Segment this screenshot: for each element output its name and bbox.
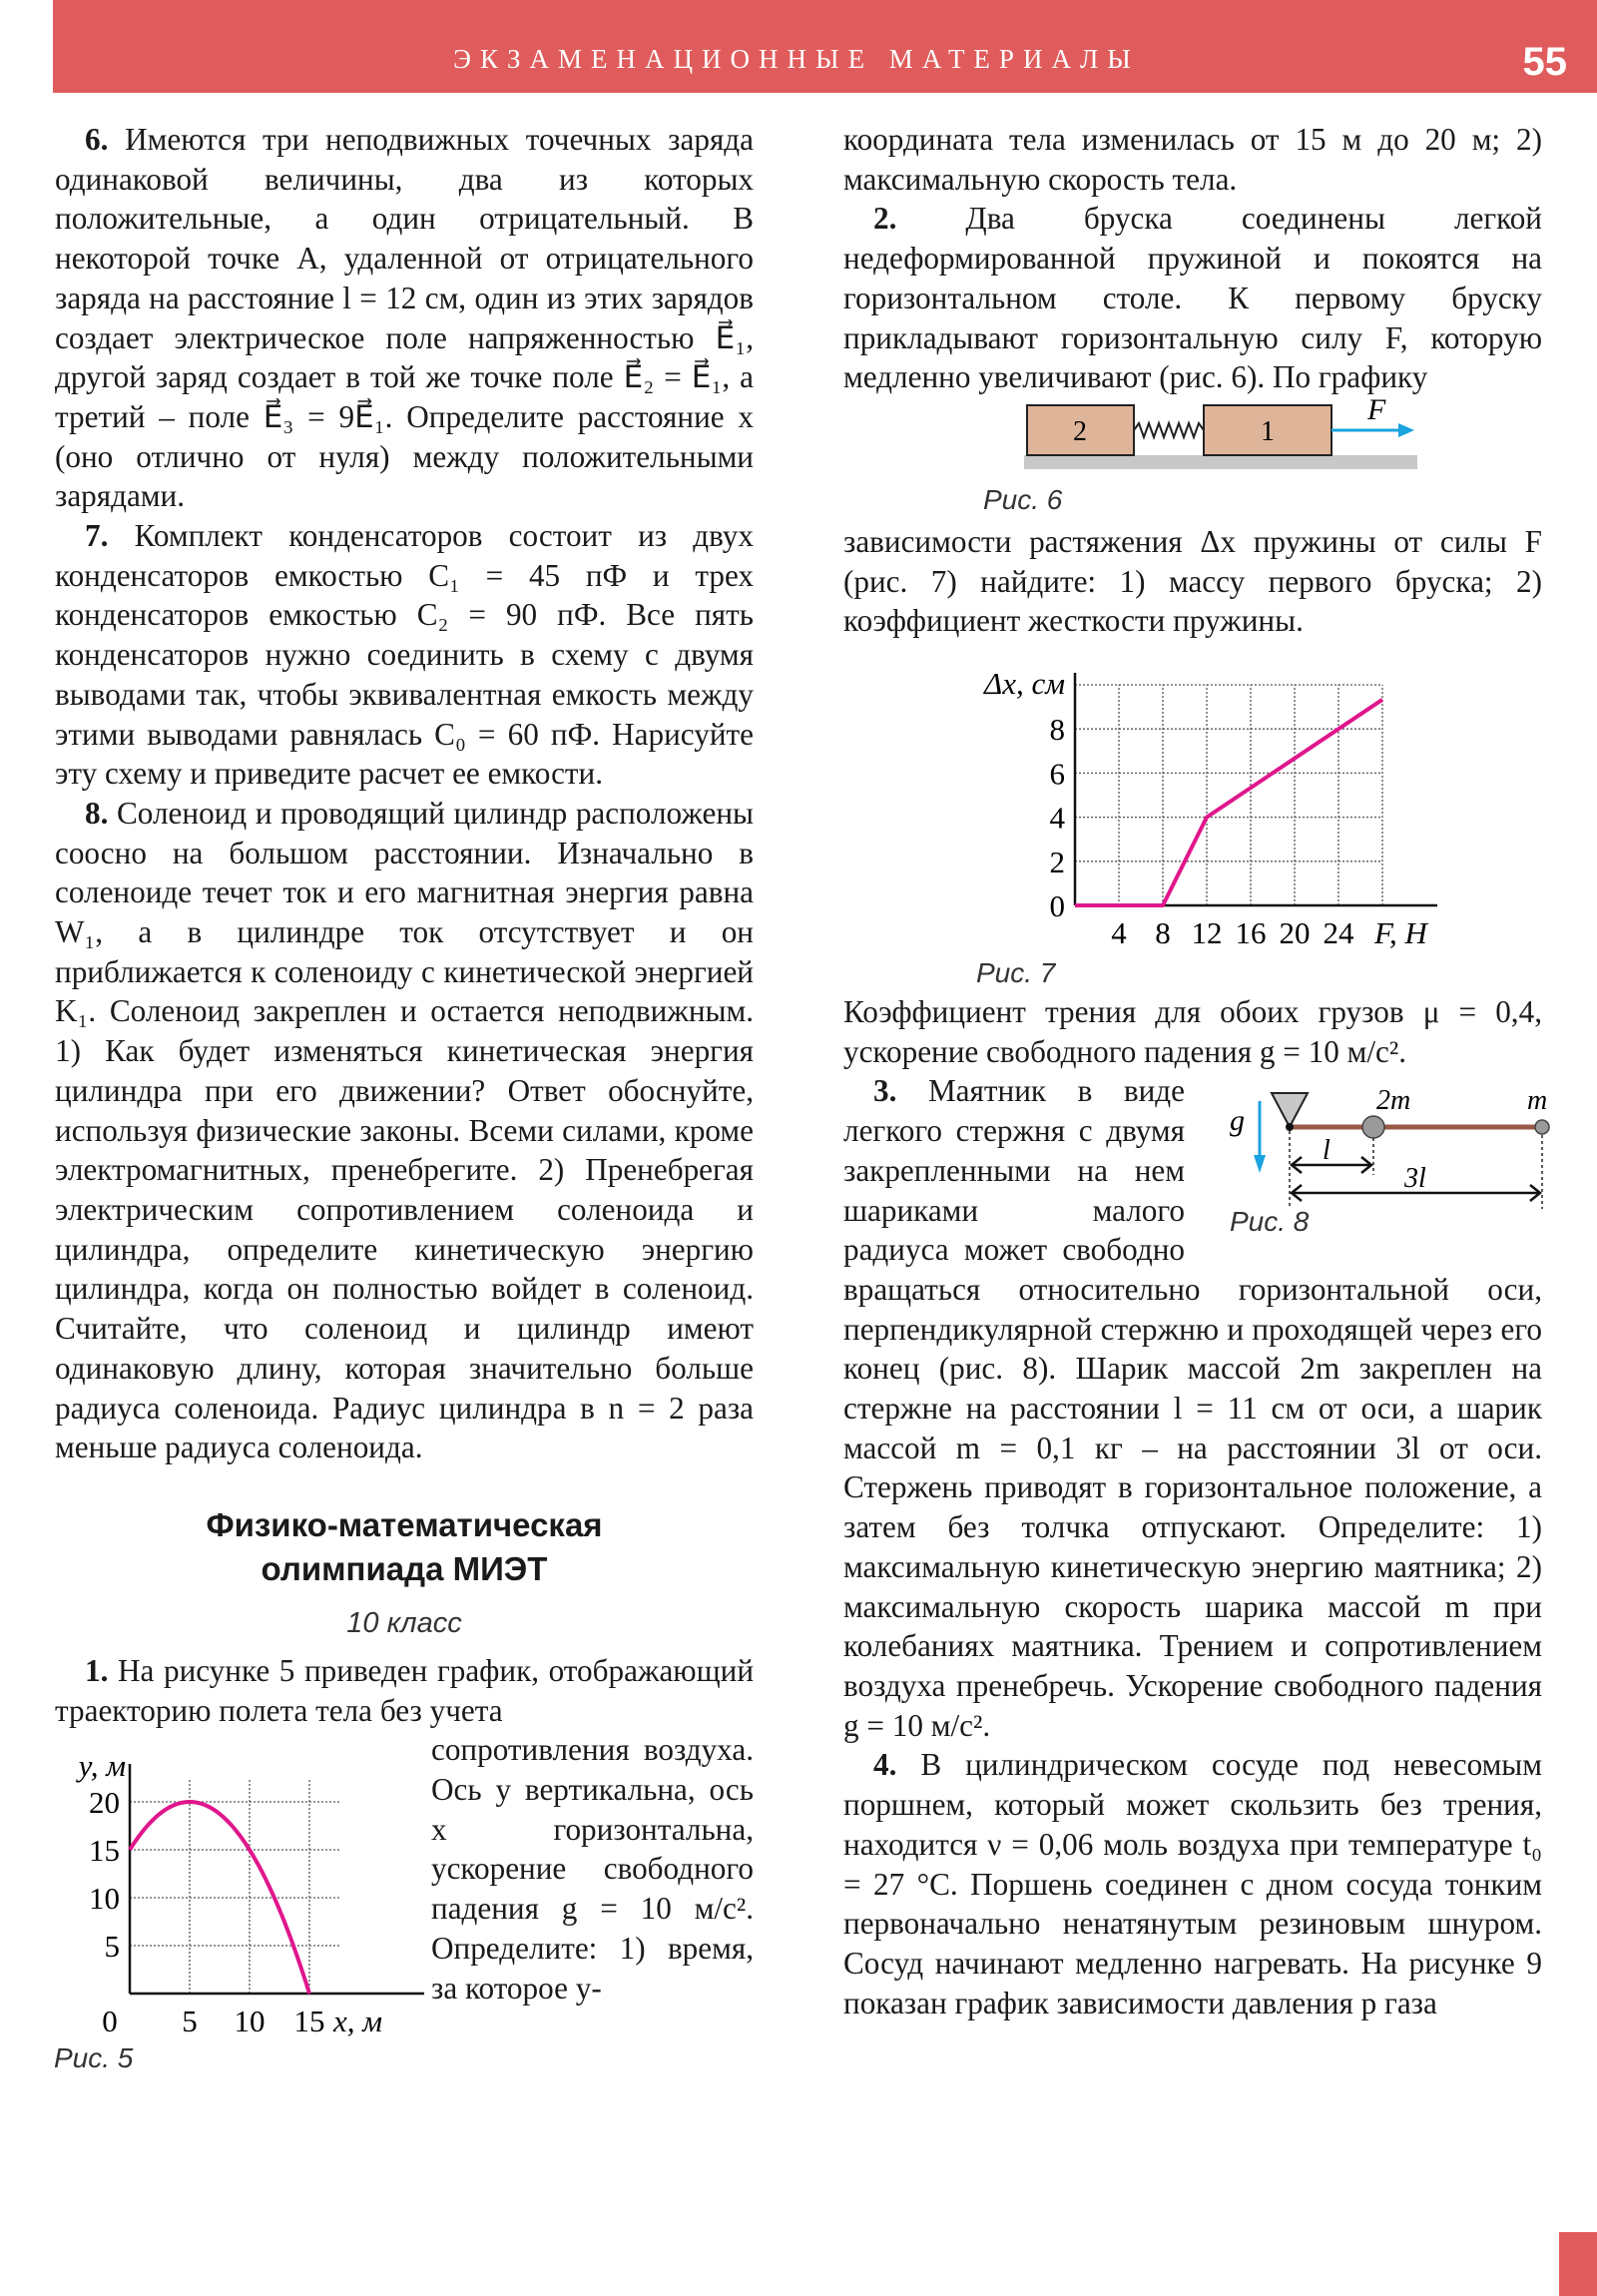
pivot-point xyxy=(1286,1123,1294,1131)
y-tick-label: 0 xyxy=(1049,888,1065,924)
x-tick-label: 12 xyxy=(1191,915,1223,951)
y-tick-label: 2 xyxy=(1049,844,1065,879)
left-column xyxy=(55,120,754,2073)
y-tick-label: 4 xyxy=(1049,800,1065,836)
figure-caption: Рис. 8 xyxy=(1230,1206,1310,1236)
block-1-label: 1 xyxy=(1261,415,1275,447)
block-2-label: 2 xyxy=(1073,415,1087,447)
figure-5 xyxy=(40,1732,431,2073)
figure-caption: Рис. 7 xyxy=(976,957,1056,989)
page-number: 55 xyxy=(1522,40,1567,84)
y-axis-label: Δx, см xyxy=(984,666,1065,702)
problem-1 xyxy=(55,1651,754,1730)
force-label: F xyxy=(1367,396,1386,426)
mass-far-label: m xyxy=(1527,1085,1548,1117)
x-tick-label: 10 xyxy=(234,2004,266,2039)
heading-line: олимпиада МИЭТ xyxy=(261,1549,548,1587)
data-curve xyxy=(1075,700,1382,905)
problem-2 xyxy=(843,199,1542,397)
gravity-arrowhead xyxy=(1254,1155,1266,1173)
heading-line: Физико-математическая xyxy=(206,1505,603,1543)
trajectory-chart xyxy=(40,1732,431,2073)
problem-6 xyxy=(55,120,754,516)
section-title: ЭКЗАМЕНАЦИОННЫЕ МАТЕРИАЛЫ xyxy=(453,44,1140,74)
problem-4 xyxy=(843,1745,1542,2022)
problem-number: 7. xyxy=(85,518,109,554)
figure-caption: Рис. 5 xyxy=(54,2042,134,2074)
dist-near-label: l xyxy=(1323,1135,1331,1167)
x-tick-label: 8 xyxy=(1155,915,1171,951)
y-tick-label: 6 xyxy=(1049,756,1065,792)
right-column xyxy=(843,120,1548,2022)
ball-2m xyxy=(1362,1116,1384,1138)
y-tick-label: 5 xyxy=(104,1929,120,1965)
x-tick-label: 20 xyxy=(1279,915,1311,951)
x-tick-label: 16 xyxy=(1235,915,1267,951)
spring-extension-chart xyxy=(948,641,1507,992)
problem-number: 1. xyxy=(85,1652,109,1688)
table-surface xyxy=(1024,455,1417,469)
problem-number: 8. xyxy=(85,795,109,831)
problem-text: В цилиндрическом сосуде под невесомым поршнем, который может скользить без трения, находится ν = 0,06 моль воздуха при температуре t₀ = 27 °C. Поршень соединен с дном сосуда тонким первоначально ненатянутым резиновым шнуром. Сосуд начинают медленно нагревать. На рисунке 9 показан график зависимости давления p газа xyxy=(843,1747,1542,2020)
problem-text: Маятник в виде легкого стержня с двумя закрепленными на нем шариками малого радиуса может свободно вращаться относительно горизонтальной оси, перпендикулярной стержню и проходящей через его конец (рис. 8). Шарик массой 2m закреплен на стержне на расстоянии l = 11 см от оси, а шарик массой m = 0,1 кг – на расстоянии 3l от оси. Стержень приводят в горизонтальное положение, а затем без толчка отпускают. Определите: 1) максимальную кинетическую энергию маятника; 2) максимальную скорость шарика массой m при колебаниях маятника. Трением и сопротивлением воздуха пренебречь. Ускорение свободного падения g = 10 м/с². xyxy=(843,1073,1542,1743)
x-tick-label: 5 xyxy=(182,2004,198,2039)
problem-number: 2. xyxy=(873,201,897,237)
figure-7 xyxy=(948,641,1542,992)
problem-number: 4. xyxy=(873,1747,897,1783)
dist-far-label: 3l xyxy=(1404,1163,1426,1195)
problem-8 xyxy=(55,794,754,1467)
force-arrowhead xyxy=(1398,423,1414,437)
y-tick-label: 10 xyxy=(89,1881,120,1917)
problem-number: 6. xyxy=(85,122,109,157)
figure-caption: Рис. 6 xyxy=(983,483,1063,515)
problem-1-end: координата тела изменилась от 15 м до 20 м; 2) максимальную скорость тела. xyxy=(843,122,1542,197)
x-tick-label: 4 xyxy=(1111,915,1127,951)
section-heading xyxy=(55,1503,754,1591)
y-tick-label: 20 xyxy=(89,1785,120,1821)
problem-text: Комплект конденсаторов состоит из двух конденсаторов емкостью C₁ = 45 пФ и трех конденсаторов емкостью C₂ = 90 пФ. Все пять конденсаторов нужно соединить в схему с двумя выводами так, чтобы эквивалентная емкость между этими выводами равнялась C₀ = 60 пФ. Нарисуйте эту схему и приведите расчет ее емкости. xyxy=(55,518,754,792)
problem-2-given: Коэффициент трения для обоих грузов μ = 0,4, ускорение свободного падения g = 10 м/с². xyxy=(843,994,1542,1069)
figure-6 xyxy=(843,397,1542,522)
problem-3 xyxy=(843,1071,1548,1745)
problem-text: Имеются три неподвижных точечных заряда одинаковой величины, два из которых положительные, а один отрицательный. В некоторой точке A, удаленной от отрицательного заряда на расстояние l = 12 см, один из этих зарядов создает электрическое поле напряженностью E⃗₁, другой заряд создает в той же точке поле E⃗₂ = E⃗₁, а третий – поле E⃗₃ = 9E⃗₁. Определите расстояние x (оно отлично от нуля) между положительными зарядами. xyxy=(55,122,754,514)
problem-text: Два бруска соединены легкой недеформированной пружиной и покоятся на горизонтальном столе. К первому бруску прикладывают горизонтальную силу F, которую медленно увеличивают (рис. 6). По графику xyxy=(843,201,1542,395)
blocks-diagram xyxy=(843,397,1542,522)
x-axis-label: F, Н xyxy=(1374,915,1427,951)
page-header xyxy=(53,0,1597,93)
y-axis-label: y, м xyxy=(78,1748,126,1784)
x-tick-label: 0 xyxy=(102,2004,118,2039)
problem-text: Соленоид и проводящий цилиндр расположены соосно на большом расстоянии. Изначально в соленоиде течет ток и его магнитная энергия равна W₁, а в цилиндре ток отсутствует и он приближается к соленоиду с кинетической энергией K₁. Соленоид закреплен и остается неподвижным. 1) Как будет изменяться кинетическая энергия цилиндра при его движении? Ответ обоснуйте, используя физические законы. Всеми силами, кроме электромагнитных, пренебрегите. 2) Пренебрегая электрическим сопротивлением соленоида и цилиндра, определите кинетическую энергию цилиндра, когда он полностью войдет в соленоид. Считайте, что соленоид и цилиндр имеют одинаковую длину, которая значительно больше радиуса соленоида. Радиус цилиндра в n = 2 раза меньше радиуса соленоида. xyxy=(55,795,754,1465)
mass-near-label: 2m xyxy=(1376,1085,1411,1117)
problem-7 xyxy=(55,516,754,794)
pendulum-diagram xyxy=(1225,1075,1574,1235)
x-axis-label: x, м xyxy=(333,2004,383,2039)
figure-8 xyxy=(1195,1075,1548,1236)
pivot-support xyxy=(1272,1093,1308,1127)
problem-number: 3. xyxy=(873,1073,897,1109)
spring xyxy=(1134,423,1204,437)
x-tick-label: 24 xyxy=(1323,915,1354,951)
x-tick-label: 15 xyxy=(293,2004,325,2039)
gravity-label: g xyxy=(1230,1104,1245,1138)
problem-text: На рисунке 5 приведен график, отображающий траекторию полета тела без учета xyxy=(55,1652,755,1728)
problem-2-continued: зависимости растяжения Δx пружины от силы F (рис. 7) найдите: 1) массу первого бруска; 2) коэффициент жесткости пружины. xyxy=(843,523,1542,639)
problem-1-continued: сопротивления воздуха. Ось y вертикальна, ось x горизонтальна, ускорение свободного падения g = 10 м/с². Определите: 1) время, за которое y- xyxy=(431,1732,754,2006)
grade-subheading: 10 класс xyxy=(346,1606,462,1639)
y-tick-label: 8 xyxy=(1049,712,1065,748)
y-tick-label: 15 xyxy=(89,1833,120,1869)
ball-m xyxy=(1535,1120,1549,1134)
corner-tab xyxy=(1559,2232,1597,2296)
